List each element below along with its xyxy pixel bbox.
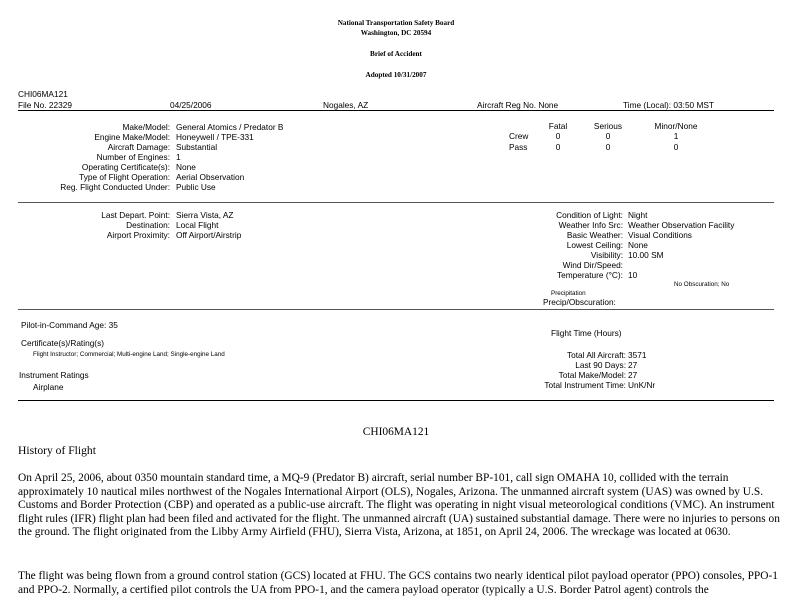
divider [18,309,774,310]
temperature-value: 10 [628,270,638,280]
aircraft-reg-no: Aircraft Reg No. None [477,100,559,110]
light-condition-label: Condition of Light: [556,210,623,220]
fatal-header: Fatal [548,121,568,131]
flight-op-type-value: Aerial Observation [176,172,245,182]
instrument-ratings-title: Instrument Ratings [19,370,89,380]
certificates-title: Certificate(s)/Rating(s) [21,338,104,348]
obscuration-value: No Obscuration; No [674,281,730,288]
document-type: Brief of Accident [370,50,422,58]
agency-name: National Transportation Safety Board [337,19,455,27]
precipitation-label: Precipitation [551,290,586,297]
pass-serious: 0 [605,142,611,152]
last-90-days-value: 27 [628,360,638,370]
wind-label: Wind Dir/Speed: [562,260,623,270]
op-cert-value: None [176,162,196,172]
aircraft-labels [18,122,170,192]
visibility-value: 10.00 SM [628,250,664,260]
flight-time-values [628,350,655,390]
weather-source-value: Weather Observation Facility [628,220,735,230]
wind-value [628,260,734,270]
flight-time-title: Flight Time (Hours) [551,328,622,338]
last-depart-value: Sierra Vista, AZ [176,210,234,220]
divider [18,400,774,401]
airport-proximity-label: Airport Proximity: [106,230,170,240]
basic-weather-label: Basic Weather: [566,230,623,240]
visibility-label: Visibility: [590,250,623,260]
total-all-aircraft-value: 3571 [628,350,647,360]
engines-count-value: 1 [176,152,181,162]
certificates-detail: Flight Instructor; Commercial; Multi-engine Land; Single-engine Land [33,351,225,358]
damage-value: Substantial [176,142,218,152]
case-id: CHI06MA121 [18,89,68,99]
engine-value: Honeywell / TPE-331 [176,132,254,142]
divider [18,110,774,111]
weather-source-label: Weather Info Src: [558,220,623,230]
total-instrument-label: Total Instrument Time: [544,380,626,390]
crew-minor: 1 [673,131,679,141]
narrative-paragraph: On April 25, 2006, about 0350 mountain standard time, a MQ-9 (Predator B) aircraft, serial number BP-101, call sign OMAHA 10, collided with the terrain approximately 10 nautical miles northwest of the Nogales International Airport (OLS), Nogales, Arizona. The unmanned aircraft system (UAS) was owned by U.S. Customs and Border Protection (CBP) and operated as a public-use aircraft. The flight was operating in night visual meteorological conditions (VMC). An instrument flight rules (IFR) flight plan had been filed and activated for the flight. The unmanned aircraft (UA) sustained substantial damage. There were no injuries to persons on the ground. The flight originated from the Libby Army Airfield (FHU), Sierra Vista, Arizona, at 1851, on April 24, 2006. The wreckage was located at 0630. [18,472,780,539]
accident-location: Nogales, AZ [323,100,369,110]
make-model-value: General Atomics / Predator B [176,122,284,132]
pass-label: Pass [509,142,528,152]
basic-weather-value: Visual Conditions [628,230,692,240]
crew-label: Crew [509,131,529,141]
last-depart-label: Last Depart. Point: [101,210,170,220]
file-number: File No. 22329 [18,100,72,110]
airport-proximity-value: Off Airport/Airstrip [176,230,242,240]
weather-values [628,210,734,280]
divider [18,202,774,203]
pass-fatal: 0 [555,142,561,152]
route-values [176,210,241,240]
weather-labels [500,210,623,280]
engines-count-label: Number of Engines: [96,152,170,162]
accident-date: 04/25/2006 [170,100,212,110]
precip-obscuration-label: Precip/Obscuration: [543,297,616,307]
total-make-model-value: 27 [628,370,638,380]
section-title: History of Flight [18,444,96,457]
lowest-ceiling-label: Lowest Ceiling: [566,240,623,250]
minor-header: Minor/None [654,121,698,131]
crew-fatal: 0 [555,131,561,141]
route-labels [18,210,170,240]
narrative-paragraph: The flight was being flown from a ground control station (GCS) located at FHU. The GCS contains two nearly identical pilot payload operator (PPO) consoles, PPO-1 and PPO-2. Normally, a certified pilot controls the UA from PPO-1, and the camera payload operator (typically a U.S. Border Patrol agent) controls the [18,570,778,596]
local-time: Time (Local): 03:50 MST [623,100,714,110]
op-cert-label: Operating Certificate(s): [81,162,170,172]
pass-minor: 0 [673,142,679,152]
flight-op-type-label: Type of Flight Operation: [79,172,170,182]
lowest-ceiling-value: None [628,240,648,250]
reg-flight-label: Reg. Flight Conducted Under: [60,182,170,192]
serious-header: Serious [593,121,623,131]
temperature-label: Temperature (°C): [556,270,623,280]
engine-label: Engine Make/Model: [94,132,170,142]
reg-flight-value: Public Use [176,182,216,192]
agency-location: Washington, DC 20594 [360,29,432,37]
instrument-ratings-value: Airplane [33,382,64,392]
damage-label: Aircraft Damage: [107,142,170,152]
crew-serious: 0 [605,131,611,141]
last-90-days-label: Last 90 Days: [575,360,626,370]
total-instrument-value: UnK/Nr [628,380,656,390]
destination-value: Local Flight [176,220,219,230]
narrative-case-heading: CHI06MA121 [362,426,430,438]
destination-label: Destination: [126,220,170,230]
total-make-model-label: Total Make/Model: [558,370,626,380]
pilot-age: Pilot-in-Command Age: 35 [21,320,118,330]
flight-time-labels [500,350,626,390]
make-model-label: Make/Model: [122,122,170,132]
aircraft-values [176,122,283,192]
adopted-date: Adopted 10/31/2007 [365,71,427,79]
light-condition-value: Night [628,210,648,220]
total-all-aircraft-label: Total All Aircraft: [566,350,626,360]
